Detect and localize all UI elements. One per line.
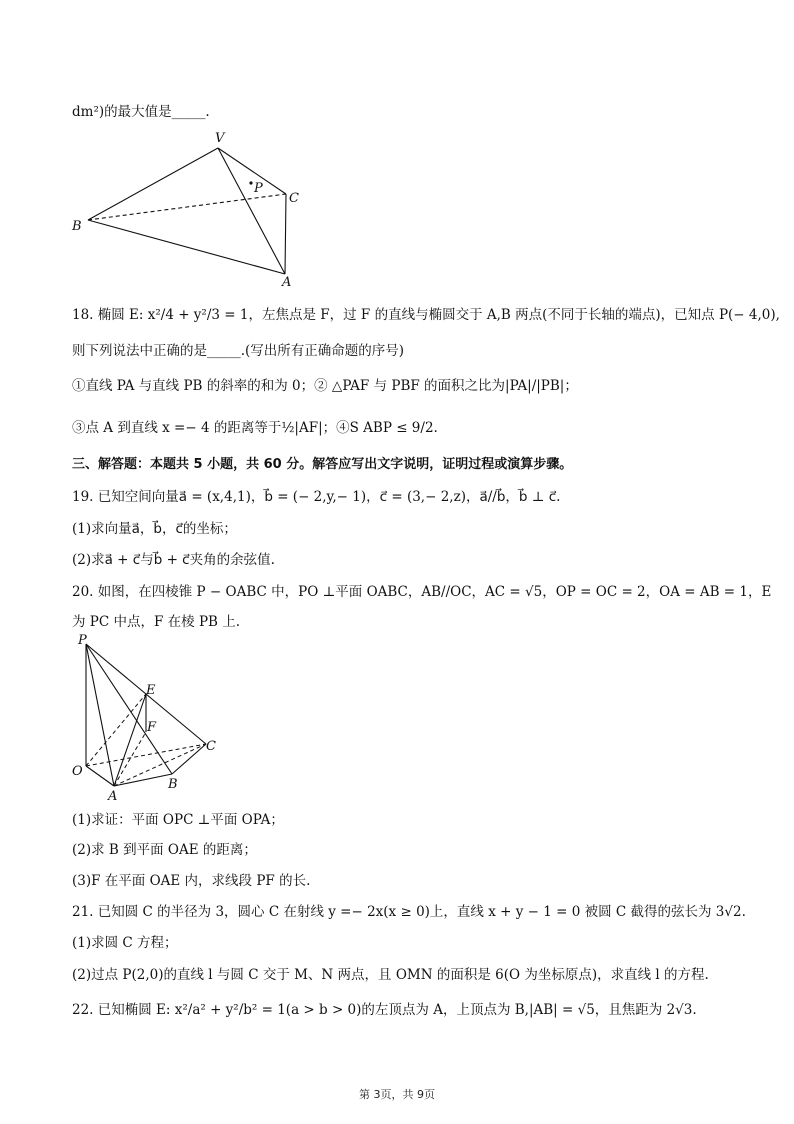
label-C: C bbox=[289, 191, 299, 206]
edge-OE-hidden bbox=[86, 694, 146, 766]
q18-line4: ③点 A 到直线 x =− 4 的距离等于½|AF|；④S ABP ≤ 9/2. bbox=[72, 420, 438, 436]
point-P bbox=[249, 181, 252, 184]
edge-VC bbox=[218, 148, 286, 194]
q17-tail: dm²)的最大值是_____. bbox=[72, 104, 210, 120]
edge-BA bbox=[88, 220, 285, 274]
q22-line1: 22. 已知椭圆 E: x²/a² + y²/b² = 1(a > b > 0)的左顶点为 A，上顶点为 B,|AB| = √5，且焦距为 2√3. bbox=[72, 1002, 697, 1018]
q19-line1: 19. 已知空间向量a⃗ = (x,4,1)，b⃗ = (− 2,y,− 1)，c⃗ = (3,− 2,z)，a⃗//b⃗，b⃗ ⊥ c⃗. bbox=[72, 489, 561, 505]
label-C: C bbox=[206, 739, 216, 754]
edge-OC-hidden bbox=[86, 744, 206, 766]
q21-line3: (2)过点 P(2,0)的直线 l 与圆 C 交于 M、N 两点，且 OMN 的面积是 6(O 为坐标原点)，求直线 l 的方程. bbox=[72, 967, 709, 983]
edge-OA bbox=[86, 766, 114, 786]
label-F: F bbox=[147, 720, 157, 735]
q19-line3: (2)求a⃗ + c⃗与b⃗ + c⃗夹角的余弦值. bbox=[72, 552, 275, 568]
q20-line5: (3)F 在平面 OAE 内，求线段 PF 的长. bbox=[72, 873, 311, 889]
q19-line2: (1)求向量a⃗，b⃗，c⃗的坐标； bbox=[72, 521, 237, 537]
label-B: B bbox=[72, 219, 82, 234]
q20-line2: 为 PC 中点，F 在棱 PB 上. bbox=[72, 614, 241, 630]
label-B: B bbox=[168, 777, 178, 792]
edge-BV bbox=[88, 148, 218, 220]
label-A: A bbox=[108, 789, 118, 802]
label-E: E bbox=[146, 683, 156, 698]
section3-heading: 三、解答题：本题共 5 小题，共 60 分。解答应写出文字说明，证明过程或演算步骤。 bbox=[72, 457, 573, 472]
label-V: V bbox=[215, 131, 225, 146]
label-P: P bbox=[78, 633, 87, 648]
pyramid-figure bbox=[66, 632, 236, 802]
q21-line2: (1)求圆 C 方程； bbox=[72, 935, 178, 951]
label-O: O bbox=[72, 764, 83, 779]
q18-line3: ①直线 PA 与直线 PB 的斜率的和为 0；② △PAF 与 PBF 的面积之比为|PA|/|PB|； bbox=[72, 378, 578, 394]
q18-line2: 则下列说法中正确的是_____.(写出所有正确命题的序号) bbox=[72, 343, 405, 359]
q20-line4: (2)求 B 到平面 OAE 的距离； bbox=[72, 842, 257, 858]
q20-line3: (1)求证：平面 OPC ⊥平面 OPA； bbox=[72, 812, 284, 828]
tetrahedron-figure bbox=[60, 126, 320, 288]
edge-AE bbox=[114, 694, 146, 786]
edge-AC-hidden bbox=[114, 744, 206, 786]
page-footer: 第 3页，共 9页 bbox=[359, 1088, 435, 1101]
q20-line1: 20. 如图，在四棱锥 P − OABC 中，PO ⊥平面 OABC，AB//OC，AC = √5，OP = OC = 2，OA = AB = 1，E bbox=[72, 584, 772, 600]
edge-CA bbox=[285, 194, 286, 274]
edge-AB bbox=[114, 774, 172, 786]
edge-BC bbox=[172, 744, 206, 774]
label-A: A bbox=[282, 275, 292, 288]
edge-VA bbox=[218, 148, 285, 274]
q18-line1: 18. 椭圆 E: x²/4 + y²/3 = 1，左焦点是 F，过 F 的直线与椭圆交于 A,B 两点(不同于长轴的端点)，已知点 P(− 4,0), bbox=[72, 307, 780, 323]
q21-line1: 21. 已知圆 C 的半径为 3，圆心 C 在射线 y =− 2x(x ≥ 0)上，直线 x + y − 1 = 0 被圆 C 截得的弦长为 3√2. bbox=[72, 904, 746, 920]
label-P: P bbox=[254, 181, 263, 196]
edge-BC-hidden bbox=[88, 194, 286, 220]
